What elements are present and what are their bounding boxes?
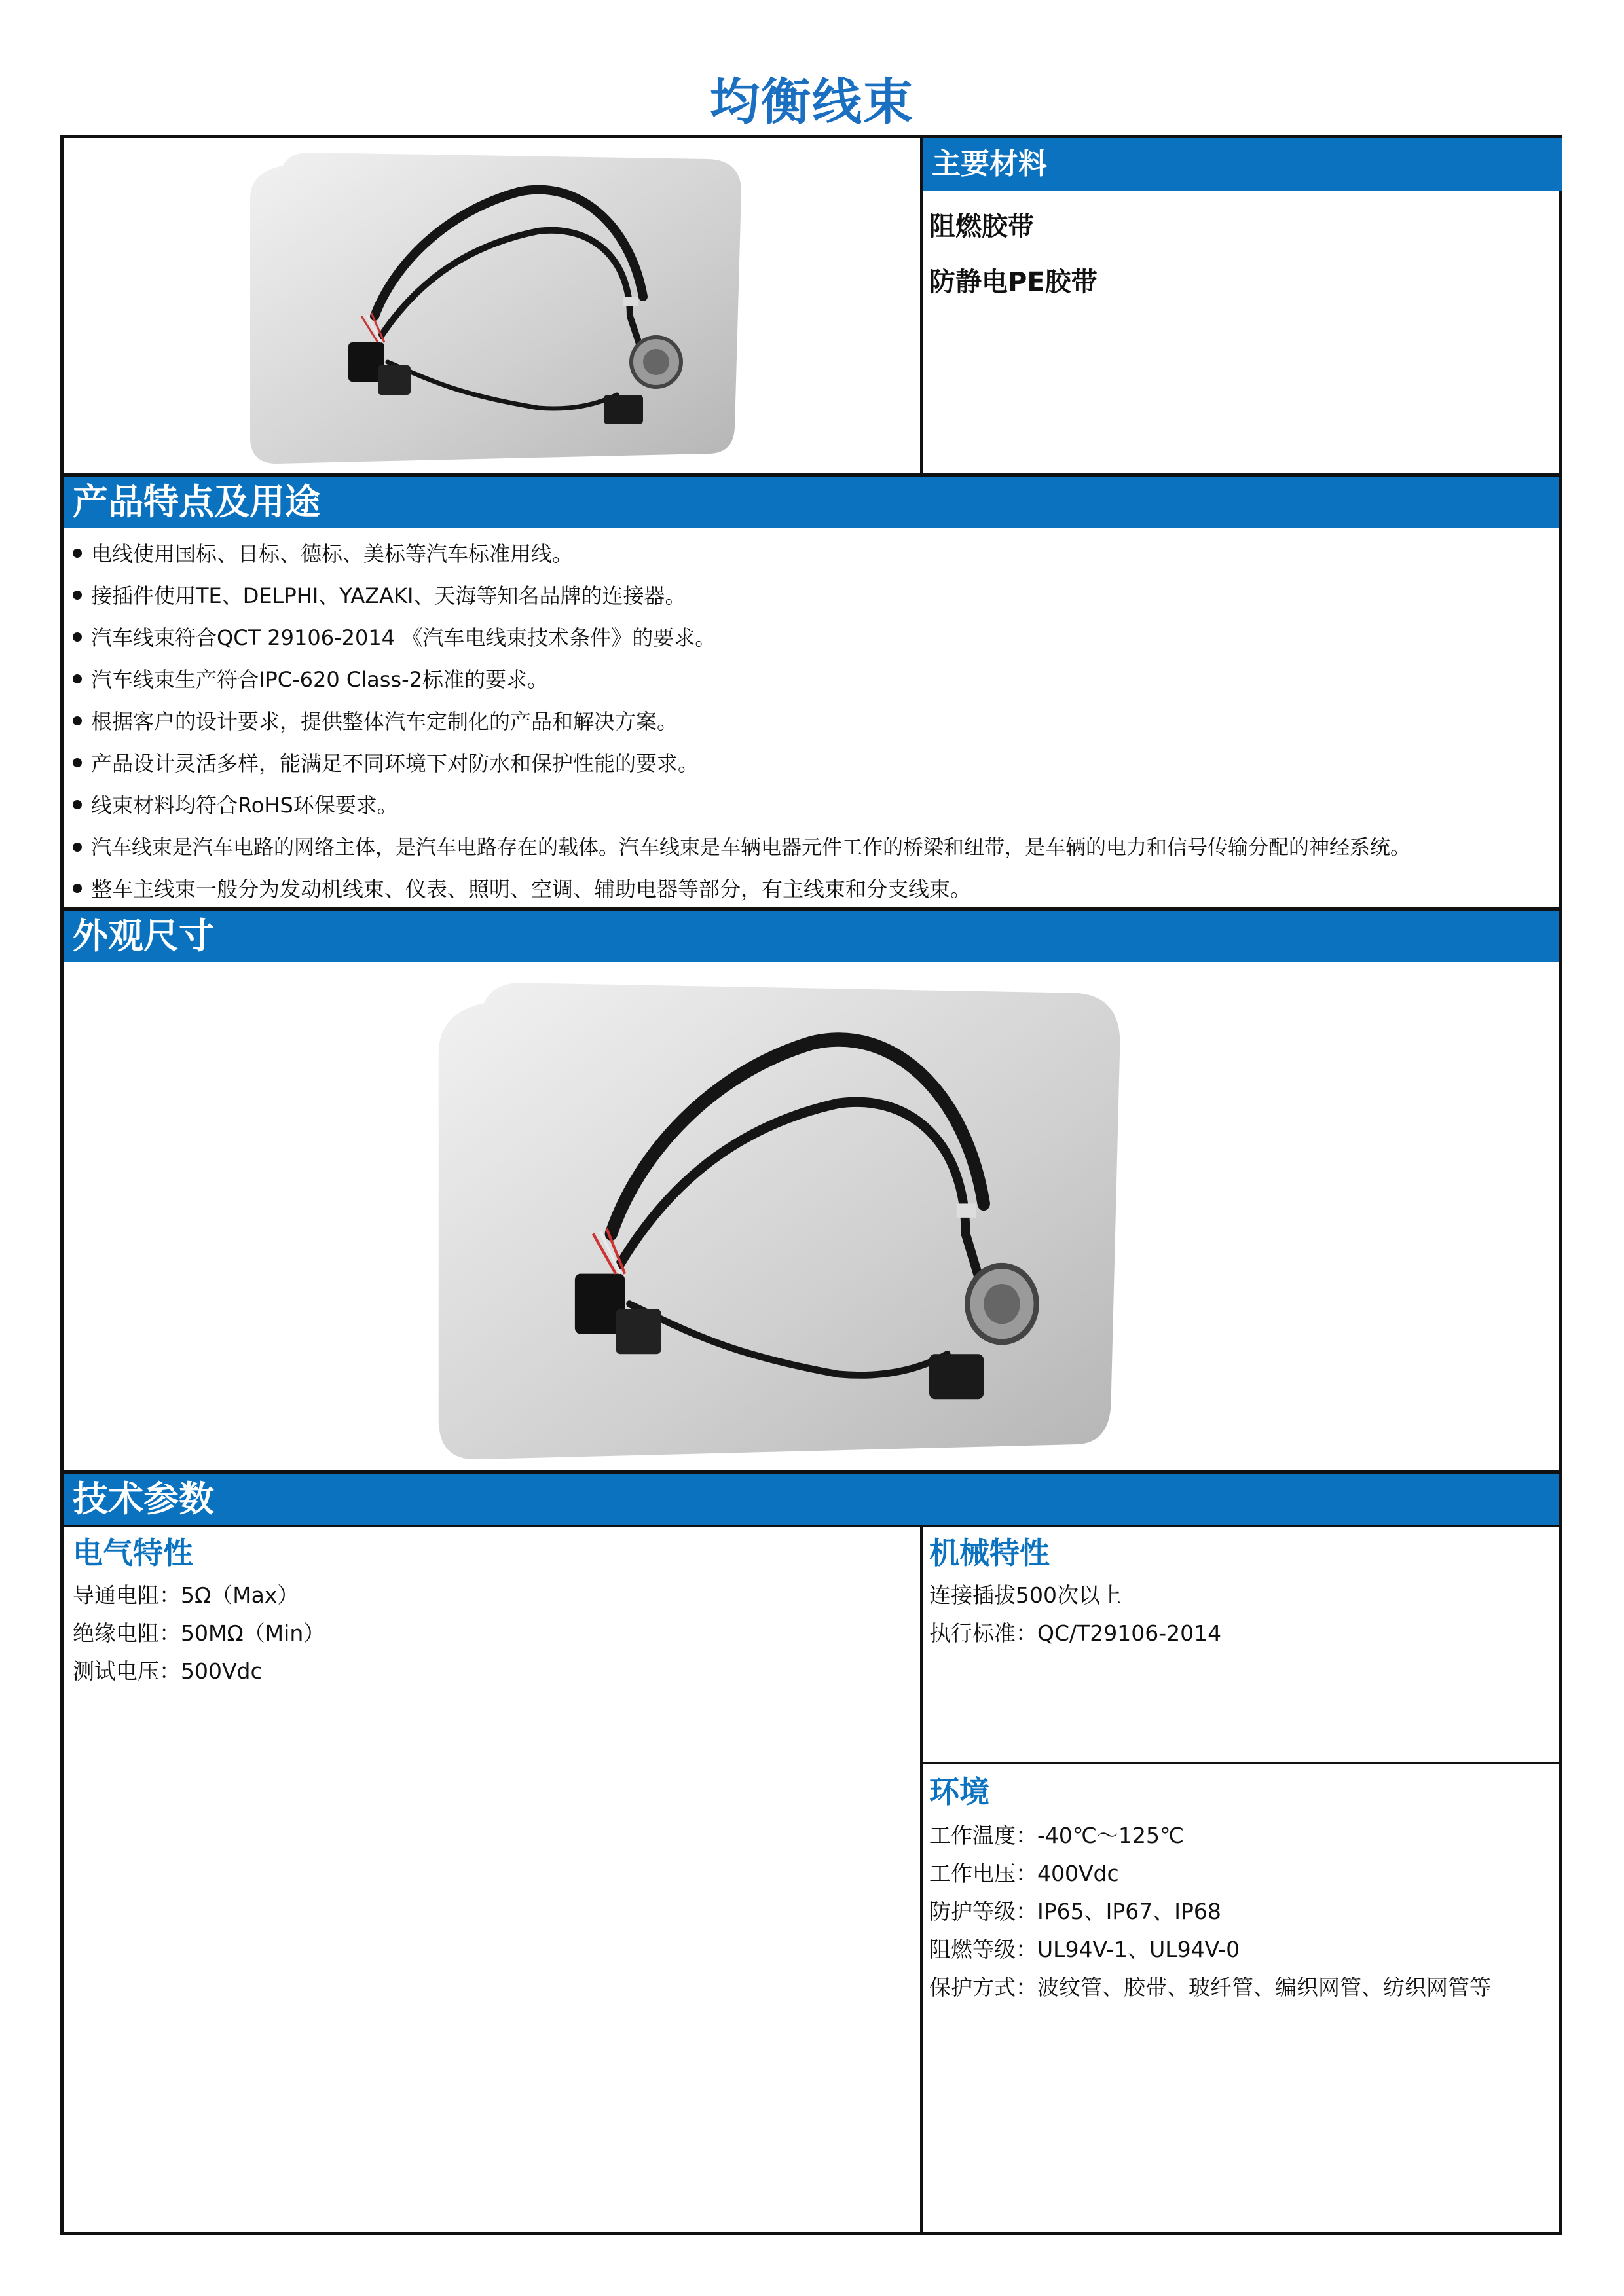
bullet-icon bbox=[73, 674, 82, 683]
mechanical-param: 执行标准：QC/T29106-2014 bbox=[929, 1620, 1222, 1646]
harness-image-icon bbox=[237, 146, 761, 471]
environment-param: 工作温度：-40℃～125℃ bbox=[929, 1823, 1185, 1848]
environment-param: 保护方式：波纹管、胶带、玻纤管、编织网管、纺织网管等 bbox=[929, 1975, 1491, 2000]
material-item: 防静电PE胶带 bbox=[929, 267, 1098, 297]
bullet-icon bbox=[73, 549, 82, 558]
bullet-icon bbox=[73, 843, 82, 852]
feature-item: 汽车线束是汽车电路的网络主体，是汽车电路存在的载体。汽车线束是车辆电器元件工作的桥梁和纽带，是车辆的电力和信号传输分配的神经系统。 bbox=[73, 831, 1411, 860]
divider bbox=[64, 1525, 1559, 1527]
page-title: 均衡线束 bbox=[710, 73, 914, 131]
electrical-param: 测试电压：500Vdc bbox=[73, 1658, 263, 1684]
bullet-icon bbox=[73, 632, 82, 642]
divider-tech bbox=[920, 1527, 923, 2235]
bullet-icon bbox=[73, 758, 82, 767]
harness-image-icon bbox=[420, 973, 1147, 1470]
material-item: 阻燃胶带 bbox=[929, 211, 1034, 242]
dimensions-header: 外观尺寸 bbox=[64, 911, 1559, 962]
feature-item: 汽车线束符合QCT 29106-2014 《汽车电线束技术条件》的要求。 bbox=[73, 621, 716, 651]
bullet-icon bbox=[73, 591, 82, 600]
spec-sheet-frame bbox=[60, 135, 1562, 2235]
product-photo-large bbox=[420, 973, 1147, 1470]
environment-param: 工作电压：400Vdc bbox=[929, 1861, 1119, 1886]
electrical-title: 电气特性 bbox=[73, 1535, 193, 1571]
bullet-icon bbox=[73, 800, 82, 809]
product-photo-top bbox=[237, 146, 761, 471]
feature-item: 电线使用国标、日标、德标、美标等汽车标准用线。 bbox=[73, 538, 573, 568]
environment-param: 防护等级：IP65、IP67、IP68 bbox=[929, 1899, 1221, 1924]
environment-param: 阻燃等级：UL94V-1、UL94V-0 bbox=[929, 1937, 1240, 1962]
divider bbox=[923, 1762, 1562, 1764]
electrical-param: 绝缘电阻：50MΩ（Min） bbox=[73, 1620, 325, 1646]
mechanical-title: 机械特性 bbox=[929, 1535, 1050, 1571]
mechanical-param: 连接插拔500次以上 bbox=[929, 1582, 1122, 1608]
feature-item: 根据客户的设计要求，提供整体汽车定制化的产品和解决方案。 bbox=[73, 705, 678, 735]
materials-header: 主要材料 bbox=[923, 138, 1562, 191]
feature-item: 整车主线束一般分为发动机线束、仪表、照明、空调、辅助电器等部分，有主线束和分支线束。 bbox=[73, 873, 971, 903]
bullet-icon bbox=[73, 884, 82, 893]
feature-item: 接插件使用TE、DELPHI、YAZAKI、天海等知名品牌的连接器。 bbox=[73, 579, 686, 610]
features-header: 产品特点及用途 bbox=[64, 477, 1559, 528]
feature-item: 产品设计灵活多样，能满足不同环境下对防水和保护性能的要求。 bbox=[73, 747, 699, 777]
feature-item: 线束材料均符合RoHS环保要求。 bbox=[73, 789, 398, 819]
tech-header: 技术参数 bbox=[64, 1474, 1559, 1525]
bullet-icon bbox=[73, 716, 82, 725]
electrical-param: 导通电阻：5Ω（Max） bbox=[73, 1582, 299, 1608]
environment-title: 环境 bbox=[929, 1774, 989, 1810]
feature-item: 汽车线束生产符合IPC-620 Class-2标准的要求。 bbox=[73, 663, 548, 693]
